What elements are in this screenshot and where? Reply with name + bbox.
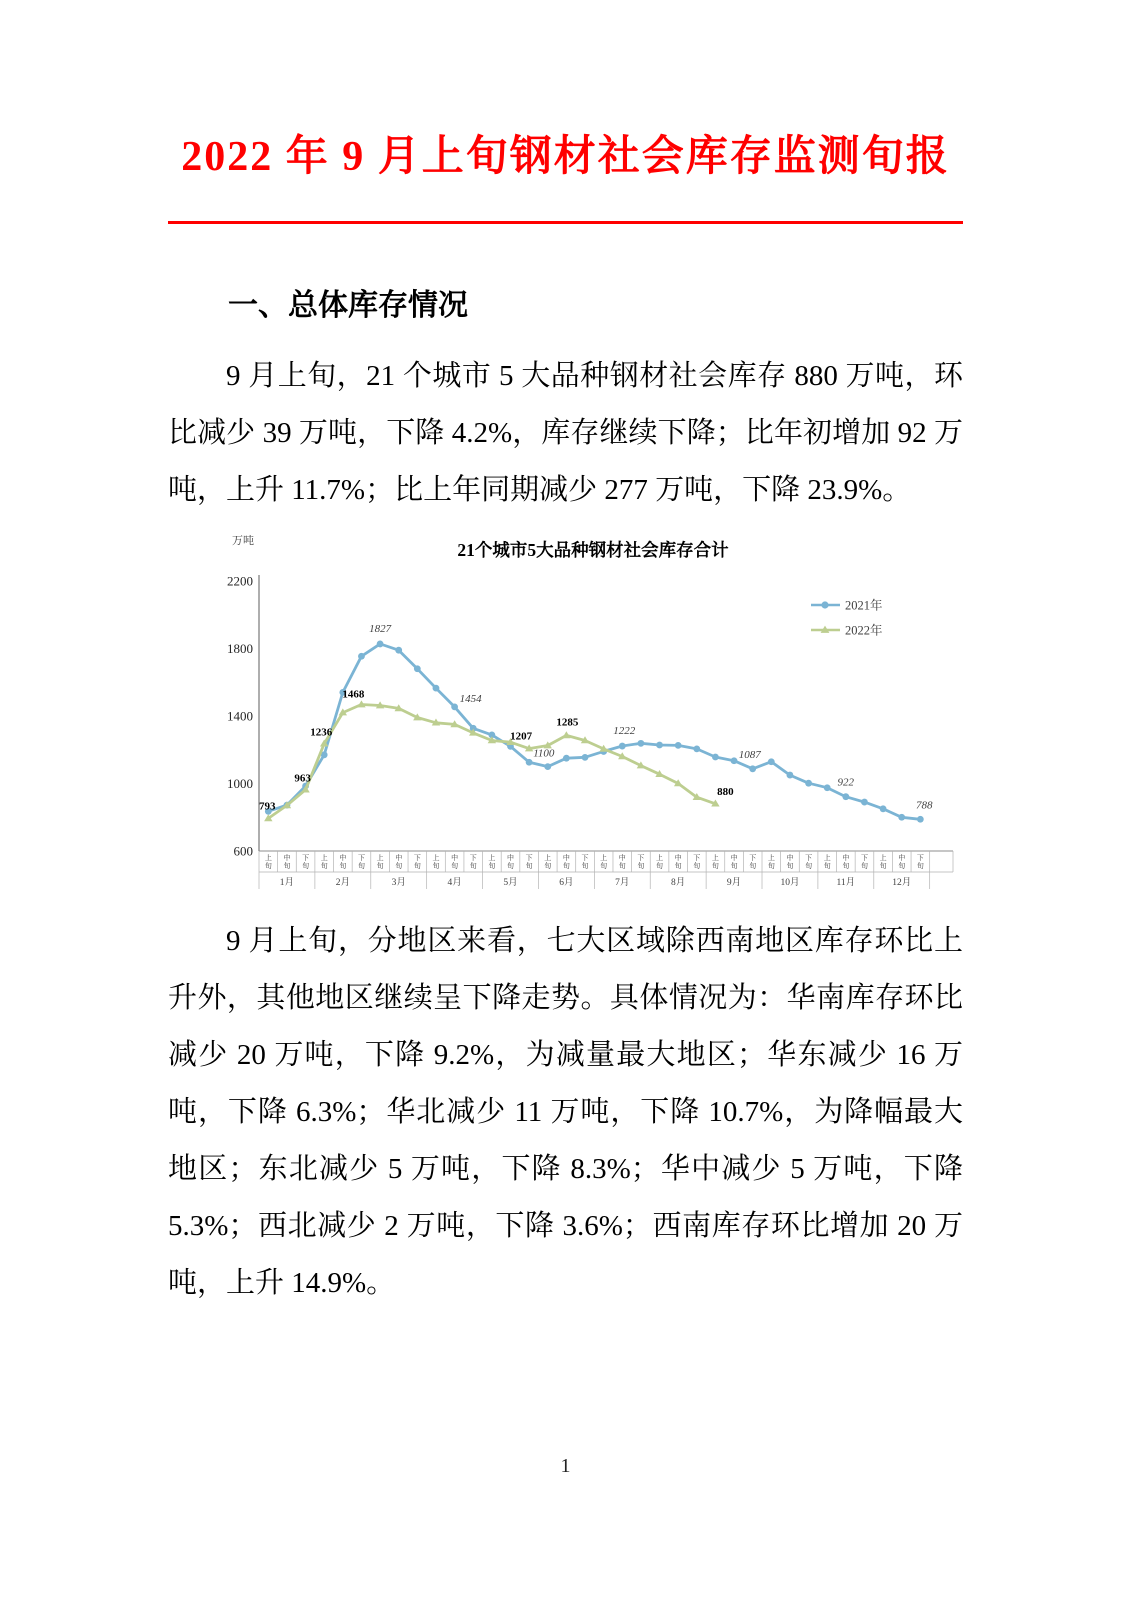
paragraph-overall-inventory: 9 月上旬，21 个城市 5 大品种钢材社会库存 880 万吨，环比减少 39 万吨，下降 4.2%，库存继续下降；比年初增加 92 万吨，上升 11.7%；比上年同期减少 277 万吨，下降 23.9%。 [168, 359, 963, 506]
svg-text:9月: 9月 [726, 877, 742, 888]
svg-text:上旬: 上旬 [823, 853, 831, 870]
svg-text:10月: 10月 [780, 877, 800, 888]
svg-text:下旬: 下旬 [916, 853, 924, 870]
svg-text:600: 600 [233, 843, 253, 859]
svg-text:下旬: 下旬 [860, 853, 868, 870]
svg-text:12月: 12月 [892, 877, 912, 888]
svg-text:上旬: 上旬 [879, 853, 887, 870]
svg-text:中旬: 中旬 [842, 853, 850, 870]
svg-text:1454: 1454 [459, 692, 482, 705]
svg-text:7月: 7月 [615, 877, 630, 888]
chart-title: 21个城市5大品种钢材社会库存合计 [457, 539, 729, 560]
series-2021年 [265, 640, 924, 822]
x-axis-month-labels [280, 877, 911, 888]
svg-text:上旬: 上旬 [767, 853, 775, 870]
svg-text:下旬: 下旬 [805, 853, 813, 870]
y-axis-ticks [227, 573, 253, 858]
svg-text:中旬: 中旬 [786, 853, 794, 870]
svg-text:1285: 1285 [556, 716, 579, 729]
svg-text:上旬: 上旬 [264, 853, 272, 870]
svg-text:下旬: 下旬 [581, 853, 589, 870]
svg-text:1236: 1236 [310, 726, 333, 739]
svg-text:2200: 2200 [227, 573, 253, 589]
title-underline [168, 221, 963, 224]
svg-text:1087: 1087 [738, 748, 761, 761]
svg-text:上旬: 上旬 [320, 853, 328, 870]
inventory-chart-svg [213, 529, 963, 891]
svg-text:1400: 1400 [227, 708, 253, 724]
svg-text:下旬: 下旬 [413, 853, 421, 870]
svg-text:793: 793 [259, 800, 276, 813]
svg-text:中旬: 中旬 [507, 853, 515, 870]
svg-text:2022年: 2022年 [845, 623, 883, 638]
svg-text:上旬: 上旬 [600, 853, 608, 870]
svg-text:788: 788 [916, 799, 933, 812]
svg-text:2月: 2月 [335, 877, 350, 888]
svg-text:下旬: 下旬 [469, 853, 477, 870]
svg-text:2021年: 2021年 [845, 598, 883, 613]
svg-text:中旬: 中旬 [898, 853, 906, 870]
svg-text:下旬: 下旬 [637, 853, 645, 870]
svg-text:1100: 1100 [533, 747, 555, 760]
svg-text:1468: 1468 [342, 688, 365, 701]
svg-text:下旬: 下旬 [693, 853, 701, 870]
svg-text:下旬: 下旬 [302, 853, 310, 870]
svg-text:上旬: 上旬 [656, 853, 664, 870]
svg-text:中旬: 中旬 [339, 853, 347, 870]
svg-text:上旬: 上旬 [432, 853, 440, 870]
svg-text:中旬: 中旬 [283, 853, 291, 870]
svg-text:上旬: 上旬 [488, 853, 496, 870]
svg-text:中旬: 中旬 [618, 853, 626, 870]
svg-text:4月: 4月 [447, 877, 462, 888]
svg-text:1月: 1月 [279, 877, 295, 888]
page-title: 2022 年 9 月上旬钢材社会库存监测旬报 [181, 134, 950, 180]
svg-text:下旬: 下旬 [357, 853, 365, 870]
svg-text:中旬: 中旬 [451, 853, 459, 870]
svg-text:922: 922 [837, 776, 855, 789]
svg-text:6月: 6月 [559, 877, 574, 888]
svg-text:1827: 1827 [369, 622, 392, 635]
page-number: 1 [560, 1455, 571, 1477]
svg-text:中旬: 中旬 [730, 853, 738, 870]
svg-text:下旬: 下旬 [525, 853, 533, 870]
series-2022年 [264, 700, 720, 821]
y-axis-unit-label: 万吨 [232, 534, 254, 547]
svg-text:上旬: 上旬 [544, 853, 552, 870]
svg-text:963: 963 [294, 772, 311, 785]
section-heading: 一、总体库存情况 [228, 288, 468, 322]
svg-text:1207: 1207 [510, 730, 533, 743]
svg-text:1222: 1222 [613, 724, 636, 737]
svg-text:中旬: 中旬 [674, 853, 682, 870]
paragraph-regional-breakdown: 9 月上旬，分地区来看，七大区域除西南地区库存环比上升外，其他地区继续呈下降走势。具体情况为：华南库存环比减少 20 万吨，下降 9.2%，为减量最大地区；华东减少 16 万吨，下降 6.3%；华北减少 11 万吨，下降 10.7%，为降幅最大地区；东北减少 5 万吨，下降 8.3%；华中减少 5 万吨，下降 5.3%；西北减少 2 万吨，下降 3.6%；西南库存环比增加 20 万吨，上升 14.9%。 [168, 924, 963, 1299]
svg-text:5月: 5月 [503, 877, 518, 888]
chart-legend [811, 597, 883, 637]
svg-text:中旬: 中旬 [562, 853, 570, 870]
svg-text:8月: 8月 [671, 877, 686, 888]
svg-text:上旬: 上旬 [711, 853, 719, 870]
chart-axes [259, 575, 953, 889]
svg-text:1000: 1000 [227, 775, 253, 791]
svg-text:上旬: 上旬 [376, 853, 384, 870]
svg-text:中旬: 中旬 [395, 853, 403, 870]
inventory-chart [213, 529, 963, 891]
svg-text:880: 880 [717, 785, 734, 798]
svg-text:下旬: 下旬 [749, 853, 757, 870]
svg-text:1800: 1800 [227, 640, 253, 656]
svg-text:3月: 3月 [391, 877, 406, 888]
svg-text:11月: 11月 [836, 877, 856, 888]
data-point-labels [259, 623, 933, 813]
